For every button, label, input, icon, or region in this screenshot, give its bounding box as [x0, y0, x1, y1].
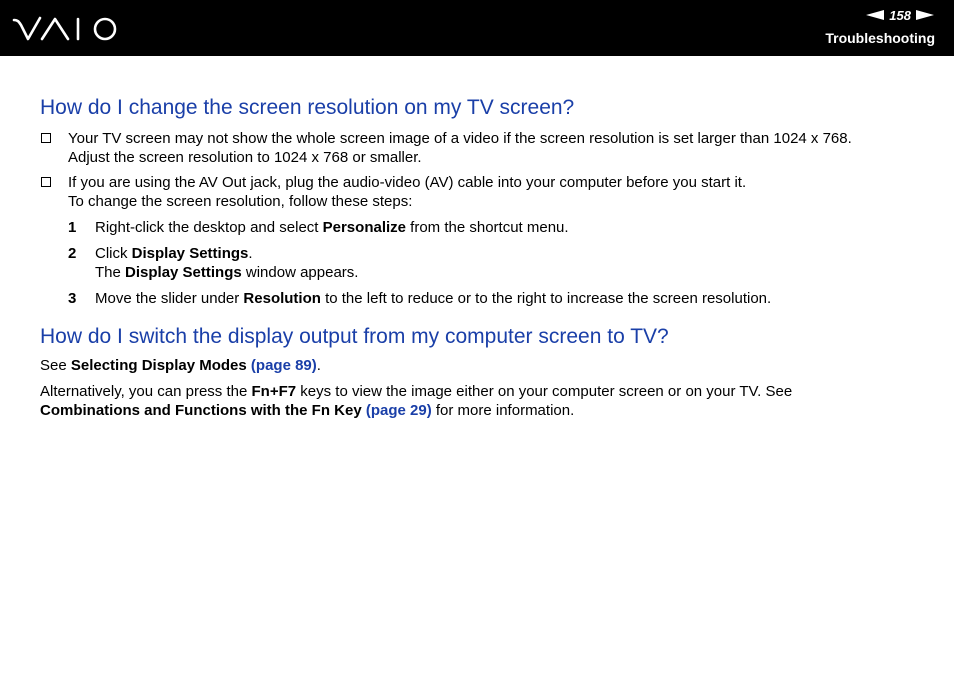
- step-text-part: Right-click the desktop and select: [95, 219, 323, 236]
- bullet-item: [40, 129, 930, 167]
- step-text-part: to the left to reduce or to the right to increase the screen resolution.: [320, 290, 772, 307]
- text-part: keys to view the image either on your computer screen or on your TV. See: [296, 383, 793, 400]
- step-text: [95, 244, 358, 282]
- previous-page-arrow-icon[interactable]: [866, 10, 884, 20]
- step-item: [68, 218, 930, 237]
- text-part: .: [316, 357, 321, 374]
- bullet-text-line: To change the screen resolution, follow these steps:: [68, 193, 413, 210]
- step-number: 1: [68, 219, 77, 236]
- step-text-bold: Display Settings: [125, 264, 242, 281]
- text-bold: Combinations and Functions with the Fn Key: [40, 402, 362, 419]
- step-text-part: .: [248, 245, 253, 262]
- square-bullet-icon: [41, 133, 51, 143]
- text-bold: Fn+F7: [251, 383, 297, 400]
- step-text-part: The: [95, 264, 126, 281]
- question-heading-resolution: How do I change the screen resolution on my TV screen?: [40, 96, 575, 119]
- step-text-bold: Display Settings: [131, 245, 249, 262]
- step-text-part: Move the slider under: [95, 290, 244, 307]
- step-text: [95, 218, 569, 237]
- step-text-part: Click: [95, 245, 132, 262]
- step-text-part: from the shortcut menu.: [406, 219, 569, 236]
- step-text-bold: Personalize: [322, 219, 406, 236]
- next-page-arrow-icon[interactable]: [916, 10, 934, 20]
- text-bold: Selecting Display Modes: [70, 357, 247, 374]
- bullet-text-line: Adjust the screen resolution to 1024 x 768 or smaller.: [68, 149, 422, 166]
- step-number: 2: [68, 245, 77, 262]
- text-part: Alternatively, you can press the: [40, 383, 252, 400]
- bullet-text-line: If you are using the AV Out jack, plug the audio-video (AV) cable into your computer before you start it.: [68, 174, 747, 191]
- page-content: [40, 93, 930, 420]
- step-text-part: window appears.: [241, 264, 359, 281]
- text-line: [40, 402, 574, 419]
- page-number: 158: [889, 7, 911, 23]
- text-line: [40, 383, 792, 400]
- question-heading-display-output: How do I switch the display output from my computer screen to TV?: [40, 325, 669, 348]
- page-29-link[interactable]: (page 29): [365, 402, 432, 419]
- page-navigator: [866, 7, 934, 23]
- paragraph-see-display-modes: [40, 356, 930, 375]
- step-text: [95, 289, 771, 308]
- page-89-link[interactable]: (page 89): [250, 357, 317, 374]
- bullet-text-line: Your TV screen may not show the whole screen image of a video if the screen resolution is set larger than 1024 x 768.: [68, 130, 852, 147]
- square-bullet-icon: [41, 177, 51, 187]
- step-item: [68, 289, 930, 308]
- steps-list: [40, 218, 930, 308]
- step-number: 3: [68, 290, 77, 307]
- bullet-item: [40, 173, 930, 211]
- text-part: See: [40, 357, 71, 374]
- header-bar: [0, 0, 954, 56]
- section-title: Troubleshooting: [825, 30, 935, 46]
- step-item: [68, 244, 930, 282]
- paragraph-fn-key: [40, 382, 930, 420]
- text-part: for more information.: [431, 402, 575, 419]
- vaio-logo: [12, 14, 122, 44]
- step-text-bold: Resolution: [243, 290, 321, 307]
